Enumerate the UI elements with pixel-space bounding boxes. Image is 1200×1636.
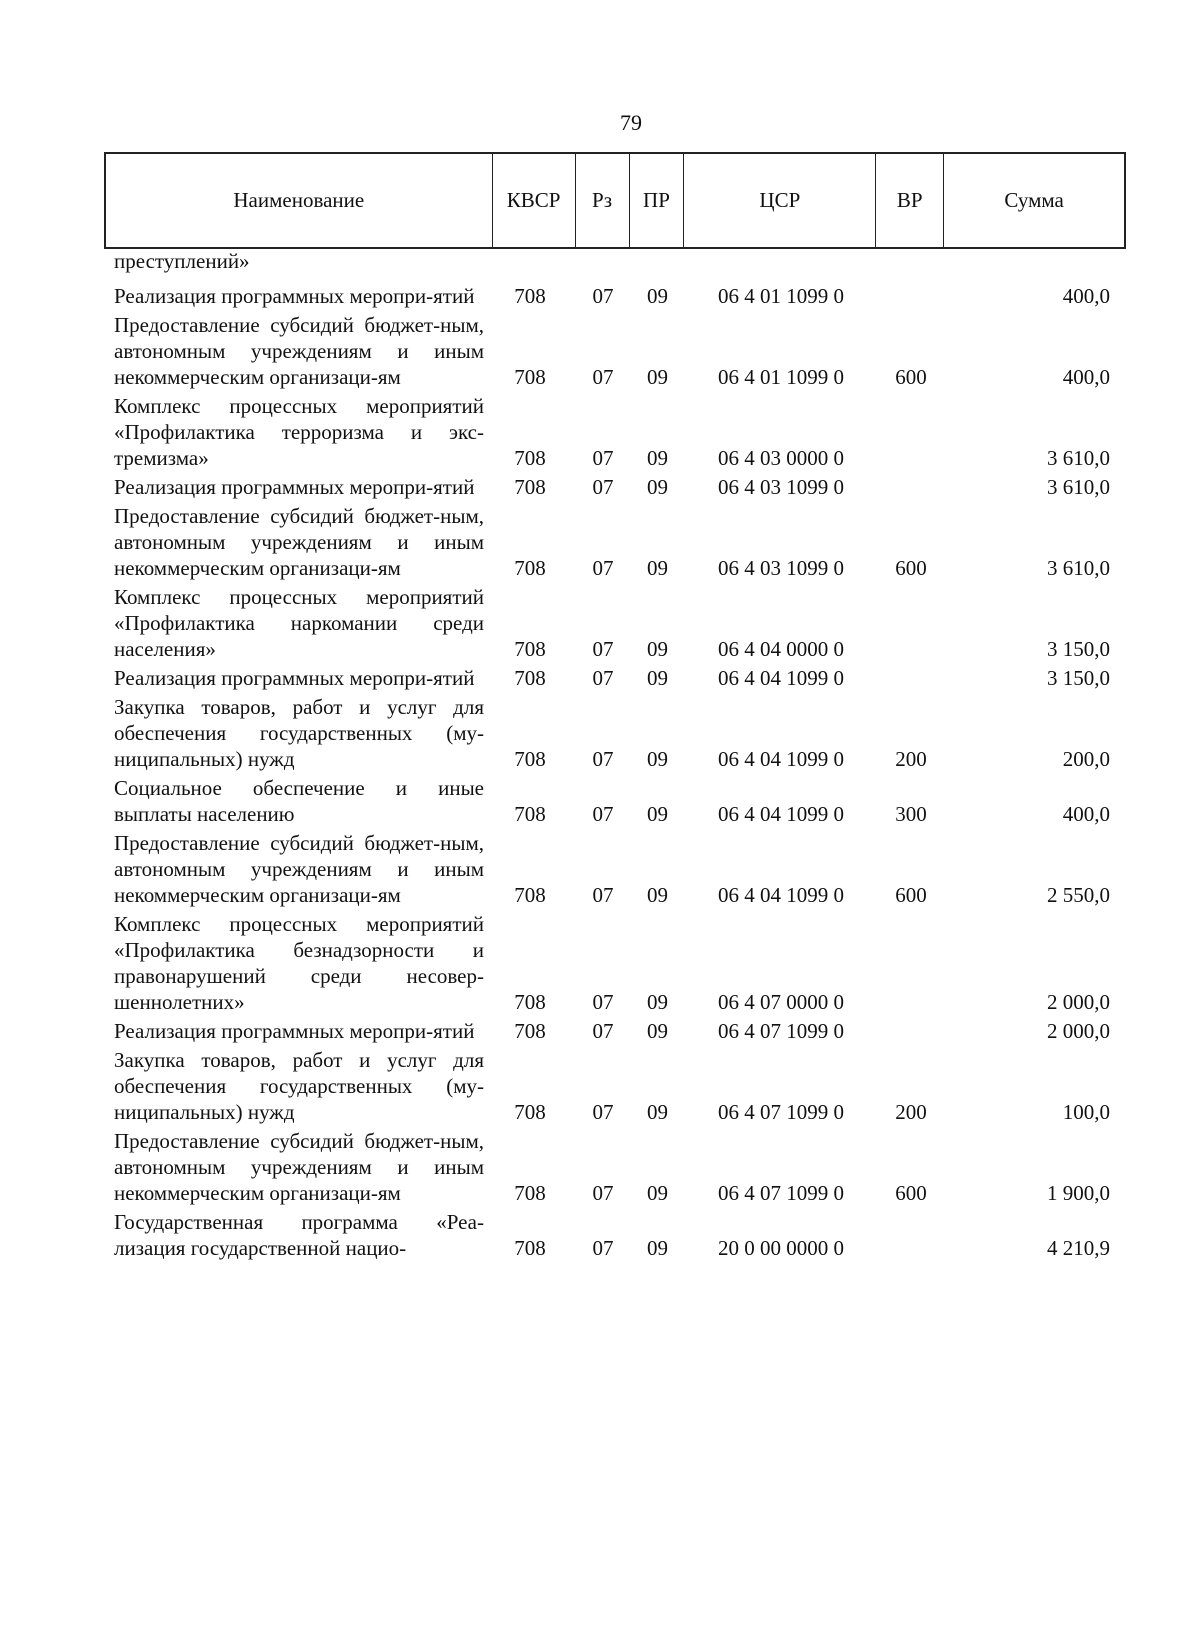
header-kvsr: КВСР bbox=[493, 154, 576, 247]
row-name: Реализация программных меропри-ятий bbox=[114, 475, 475, 499]
row-kvsr: 708 bbox=[514, 666, 546, 690]
row-sum: 200,0 bbox=[1062, 747, 1110, 771]
table-header bbox=[104, 152, 1126, 249]
row-kvsr: 708 bbox=[514, 1019, 546, 1043]
row-name: Комплекс процессных мероприятий «Профилактика безнадзорности и правонарушений среди несовер-шеннолетних» bbox=[114, 912, 484, 1014]
table-row bbox=[104, 584, 1126, 662]
row-vr: 300 bbox=[895, 802, 927, 826]
row-sum: 3 610,0 bbox=[1047, 556, 1110, 580]
page-number: 79 bbox=[620, 110, 642, 135]
row-sum: 1 900,0 bbox=[1047, 1181, 1110, 1205]
table-row bbox=[104, 694, 1126, 772]
row-kvsr: 708 bbox=[514, 556, 546, 580]
row-csr: 06 4 04 1099 0 bbox=[718, 883, 844, 907]
row-sum: 2 550,0 bbox=[1047, 883, 1110, 907]
row-rz: 07 bbox=[592, 802, 614, 826]
row-name: преступлений» bbox=[114, 249, 250, 273]
row-kvsr: 708 bbox=[514, 446, 546, 470]
row-rz: 07 bbox=[592, 666, 614, 690]
row-kvsr: 708 bbox=[514, 637, 546, 661]
table-row bbox=[104, 665, 1126, 691]
row-name: Закупка товаров, работ и услуг для обеспечения государственных (му-ниципальных) нужд bbox=[114, 695, 484, 771]
row-rz: 07 bbox=[592, 556, 614, 580]
row-name: Предоставление субсидий бюджет-ным, автономным учреждениям и иным некоммерческим организаци-ям bbox=[114, 1129, 484, 1205]
table-row bbox=[104, 393, 1126, 471]
row-kvsr: 708 bbox=[514, 284, 546, 308]
row-pr: 09 bbox=[647, 990, 668, 1014]
row-sum: 400,0 bbox=[1062, 284, 1110, 308]
row-vr: 200 bbox=[895, 1100, 927, 1124]
table-body bbox=[104, 248, 1126, 1261]
row-vr: 600 bbox=[895, 556, 927, 580]
header-name: Наименование bbox=[106, 154, 493, 247]
row-sum: 4 210,9 bbox=[1047, 1236, 1110, 1260]
table-row bbox=[104, 1047, 1126, 1125]
row-pr: 09 bbox=[647, 747, 668, 771]
row-name: Реализация программных меропри-ятий bbox=[114, 284, 475, 308]
row-sum: 3 610,0 bbox=[1047, 475, 1110, 499]
row-rz: 07 bbox=[592, 1181, 614, 1205]
row-pr: 09 bbox=[647, 365, 668, 389]
row-pr: 09 bbox=[647, 802, 668, 826]
table-row bbox=[104, 830, 1126, 908]
table-row bbox=[104, 248, 1126, 280]
row-csr: 06 4 03 1099 0 bbox=[718, 475, 844, 499]
table-row bbox=[104, 312, 1126, 390]
row-rz: 07 bbox=[592, 637, 614, 661]
row-kvsr: 708 bbox=[514, 475, 546, 499]
row-pr: 09 bbox=[647, 1019, 668, 1043]
row-kvsr: 708 bbox=[514, 990, 546, 1014]
row-pr: 09 bbox=[647, 637, 668, 661]
row-sum: 2 000,0 bbox=[1047, 990, 1110, 1014]
row-pr: 09 bbox=[647, 556, 668, 580]
row-csr: 06 4 04 0000 0 bbox=[718, 637, 844, 661]
row-rz: 07 bbox=[592, 1019, 614, 1043]
row-rz: 07 bbox=[592, 1236, 614, 1260]
row-csr: 06 4 04 1099 0 bbox=[718, 747, 844, 771]
row-csr: 06 4 04 1099 0 bbox=[718, 666, 844, 690]
row-pr: 09 bbox=[647, 666, 668, 690]
header-sum: Сумма bbox=[1004, 188, 1064, 212]
row-sum: 400,0 bbox=[1062, 365, 1110, 389]
row-name: Государственная программа «Реа-лизация государственной нацио- bbox=[114, 1210, 484, 1260]
row-rz: 07 bbox=[592, 883, 614, 907]
row-vr: 200 bbox=[895, 747, 927, 771]
row-kvsr: 708 bbox=[514, 802, 546, 826]
row-kvsr: 708 bbox=[514, 1100, 546, 1124]
row-csr: 06 4 07 1099 0 bbox=[718, 1181, 844, 1205]
row-vr: 600 bbox=[895, 365, 927, 389]
row-rz: 07 bbox=[592, 475, 614, 499]
row-rz: 07 bbox=[592, 365, 614, 389]
table-row bbox=[104, 474, 1126, 500]
row-sum: 400,0 bbox=[1062, 802, 1110, 826]
row-kvsr: 708 bbox=[514, 365, 546, 389]
row-pr: 09 bbox=[647, 446, 668, 470]
header-csr: ЦСР bbox=[684, 154, 876, 247]
row-csr: 06 4 07 1099 0 bbox=[718, 1019, 844, 1043]
header-pr: ПР bbox=[630, 154, 685, 247]
row-sum: 3 610,0 bbox=[1047, 446, 1110, 470]
row-name: Предоставление субсидий бюджет-ным, автономным учреждениям и иным некоммерческим организаци-ям bbox=[114, 504, 484, 580]
header-vr: ВР bbox=[876, 154, 944, 247]
row-csr: 06 4 07 1099 0 bbox=[718, 1100, 844, 1124]
row-csr: 06 4 07 0000 0 bbox=[718, 990, 844, 1014]
row-pr: 09 bbox=[647, 1181, 668, 1205]
row-name: Комплекс процессных мероприятий «Профилактика наркомании среди населения» bbox=[114, 585, 484, 661]
row-kvsr: 708 bbox=[514, 883, 546, 907]
table-row bbox=[104, 503, 1126, 581]
row-pr: 09 bbox=[647, 883, 668, 907]
row-sum: 100,0 bbox=[1062, 1100, 1110, 1124]
row-rz: 07 bbox=[592, 747, 614, 771]
row-name: Предоставление субсидий бюджет-ным, автономным учреждениям и иным некоммерческим организаци-ям bbox=[114, 313, 484, 389]
row-name: Социальное обеспечение и иные выплаты населению bbox=[114, 776, 484, 826]
table-row bbox=[104, 911, 1126, 1015]
row-sum: 3 150,0 bbox=[1047, 637, 1110, 661]
row-pr: 09 bbox=[647, 284, 668, 308]
table-row bbox=[104, 775, 1126, 827]
row-csr: 06 4 03 0000 0 bbox=[718, 446, 844, 470]
row-pr: 09 bbox=[647, 1236, 668, 1260]
row-sum: 3 150,0 bbox=[1047, 666, 1110, 690]
row-rz: 07 bbox=[592, 990, 614, 1014]
header-rz: Рз bbox=[576, 154, 630, 247]
row-vr: 600 bbox=[895, 883, 927, 907]
row-name: Реализация программных меропри-ятий bbox=[114, 666, 475, 690]
row-name: Реализация программных меропри-ятий bbox=[114, 1019, 475, 1043]
table-row bbox=[104, 1018, 1126, 1044]
row-name: Предоставление субсидий бюджет-ным, автономным учреждениям и иным некоммерческим организаци-ям bbox=[114, 831, 484, 907]
table-row bbox=[104, 1128, 1126, 1206]
row-pr: 09 bbox=[647, 475, 668, 499]
row-kvsr: 708 bbox=[514, 747, 546, 771]
row-csr: 06 4 01 1099 0 bbox=[718, 284, 844, 308]
row-rz: 07 bbox=[592, 446, 614, 470]
row-name: Комплекс процессных мероприятий «Профилактика терроризма и экс-тремизма» bbox=[114, 394, 484, 470]
row-kvsr: 708 bbox=[514, 1181, 546, 1205]
table-row bbox=[104, 1209, 1126, 1261]
row-kvsr: 708 bbox=[514, 1236, 546, 1260]
row-rz: 07 bbox=[592, 1100, 614, 1124]
row-csr: 20 0 00 0000 0 bbox=[718, 1236, 844, 1260]
row-rz: 07 bbox=[592, 284, 614, 308]
row-csr: 06 4 03 1099 0 bbox=[718, 556, 844, 580]
row-name: Закупка товаров, работ и услуг для обеспечения государственных (му-ниципальных) нужд bbox=[114, 1048, 484, 1124]
row-pr: 09 bbox=[647, 1100, 668, 1124]
row-csr: 06 4 04 1099 0 bbox=[718, 802, 844, 826]
row-vr: 600 bbox=[895, 1181, 927, 1205]
row-sum: 2 000,0 bbox=[1047, 1019, 1110, 1043]
table-row bbox=[104, 283, 1126, 309]
row-csr: 06 4 01 1099 0 bbox=[718, 365, 844, 389]
